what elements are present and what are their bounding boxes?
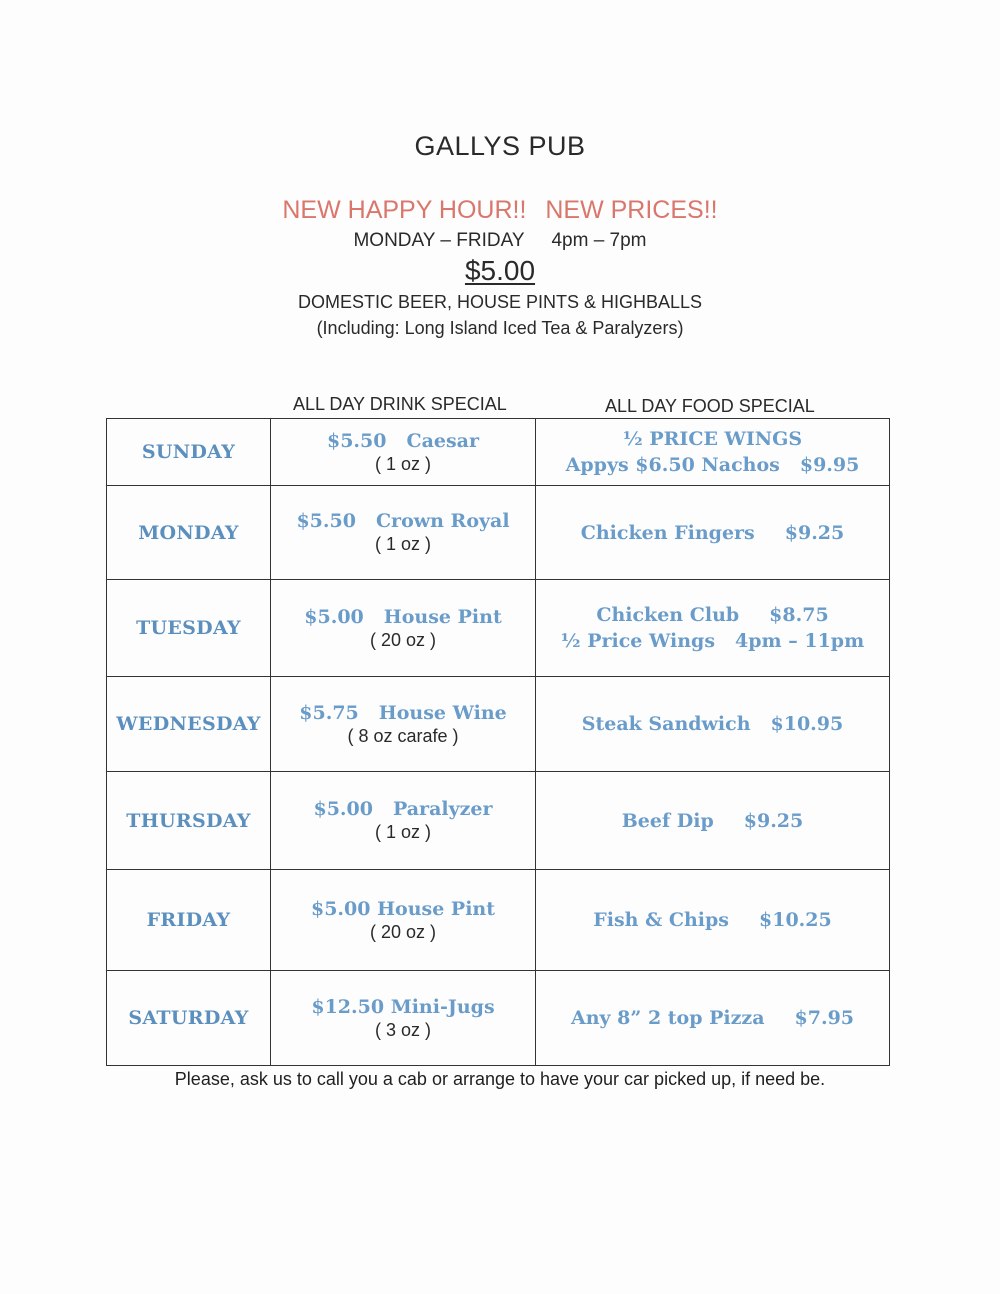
drink-cell-wednesday [271,677,536,772]
happy-hour-days: MONDAY – FRIDAY [353,230,525,251]
day-cell-monday [107,486,271,580]
drink-size: ( 1 oz ) [374,453,431,474]
food-line [561,630,864,652]
drink-size: ( 8 oz carafe ) [347,725,459,746]
food-cell-thursday [536,772,889,870]
drink-special [313,798,492,820]
drink-price: $5.00 [304,605,364,628]
day-label: FRIDAY [146,909,231,931]
drink-special-header: ALL DAY DRINK SPECIAL [293,394,507,414]
food-name: Chicken Club [596,604,740,626]
happy-hour-time: 4pm – 7pm [551,230,647,251]
happy-hour-schedule [0,230,1000,252]
drink-cell-sunday [271,419,536,486]
food-line [571,1007,854,1029]
food-name: Steak Sandwich [581,713,751,735]
drink-size: ( 20 oz ) [369,921,437,942]
drink-cell-tuesday [271,580,536,677]
drink-cell-saturday [271,971,536,1065]
happy-hour-price-value: $5.00 [464,255,536,286]
happy-hour-description: DOMESTIC BEER, HOUSE PINTS & HIGHBALLS [297,292,703,312]
drink-cell-thursday [271,772,536,870]
day-label: WEDNESDAY [116,713,261,735]
drink-name: Paralyzer [392,798,493,820]
headline-new-happy-hour: NEW HAPPY HOUR!! [282,196,527,224]
food-cell-tuesday [536,580,889,677]
drink-special [299,702,506,724]
day-cell-tuesday [107,580,271,677]
drink-special [311,996,494,1018]
day-cell-wednesday [107,677,271,772]
food-name: ½ PRICE WINGS [622,428,803,450]
drink-special [296,510,509,532]
happy-hour-including: (Including: Long Island Iced Tea & Paralyzers) [316,318,684,338]
drink-size: ( 20 oz ) [369,629,437,650]
day-cell-sunday [107,419,271,486]
food-price: $9.95 [799,454,860,476]
day-cell-saturday [107,971,271,1065]
food-line [622,810,804,832]
food-name: Appys $6.50 Nachos [565,454,780,476]
food-name: Fish & Chips [593,909,730,931]
food-price: $10.25 [759,909,832,931]
food-cell-friday [536,870,889,971]
food-price: $10.95 [770,713,844,735]
happy-hour-headline [0,196,1000,225]
drink-name: House Wine [378,701,507,724]
day-cell-friday [107,870,271,971]
drink-special [304,606,501,628]
food-line [593,909,831,931]
food-line [566,454,860,476]
food-cell-monday [536,486,889,580]
food-price: $7.95 [794,1007,855,1029]
headline-new-prices: NEW PRICES!! [545,196,718,224]
food-price: 4pm – 11pm [735,630,865,652]
drink-size: ( 3 oz ) [374,1019,431,1040]
drink-cell-friday [271,870,536,971]
day-cell-thursday [107,772,271,870]
food-cell-wednesday [536,677,889,772]
page-title: GALLYS PUB [414,131,586,161]
food-name: Any 8” 2 top Pizza [570,1007,765,1029]
footer-note: Please, ask us to call you a cab or arrange to have your car picked up, if need be. [174,1069,826,1089]
food-name: ½ Price Wings [560,630,716,652]
food-line [581,522,845,544]
drink-cell-monday [271,486,536,580]
food-price: $9.25 [743,809,804,832]
day-label: TUESDAY [136,617,241,639]
drink-name: House Pint [377,897,496,920]
food-name: Beef Dip [621,809,714,832]
food-line [582,713,843,735]
food-price: $9.25 [784,521,845,544]
food-cell-saturday [536,971,889,1065]
drink-price: $12.50 [311,995,385,1018]
drink-price: $5.00 [313,798,373,820]
happy-hour-price [0,255,1000,287]
drink-name: Crown Royal [375,510,510,532]
food-name: Chicken Fingers [580,521,755,544]
drink-price: $5.50 [296,510,356,532]
drink-size: ( 1 oz ) [374,534,431,554]
drink-price: $5.00 [310,897,371,920]
drink-price: $5.50 [326,429,387,452]
drink-name: Caesar [406,429,480,452]
day-label: SUNDAY [141,441,236,463]
drink-name: Mini-Jugs [390,995,495,1018]
drink-special [327,430,479,452]
day-label: SATURDAY [128,1007,249,1029]
drink-size: ( 1 oz ) [374,822,431,842]
specials-table [106,418,890,1066]
drink-special [311,898,495,920]
food-line [623,428,802,450]
day-label: THURSDAY [126,809,251,832]
food-special-header: ALL DAY FOOD SPECIAL [605,396,815,416]
food-cell-sunday [536,419,889,486]
day-label: MONDAY [138,521,239,544]
drink-name: House Pint [383,605,502,628]
food-line [596,604,828,626]
food-price: $8.75 [769,604,829,626]
drink-price: $5.75 [299,701,359,724]
